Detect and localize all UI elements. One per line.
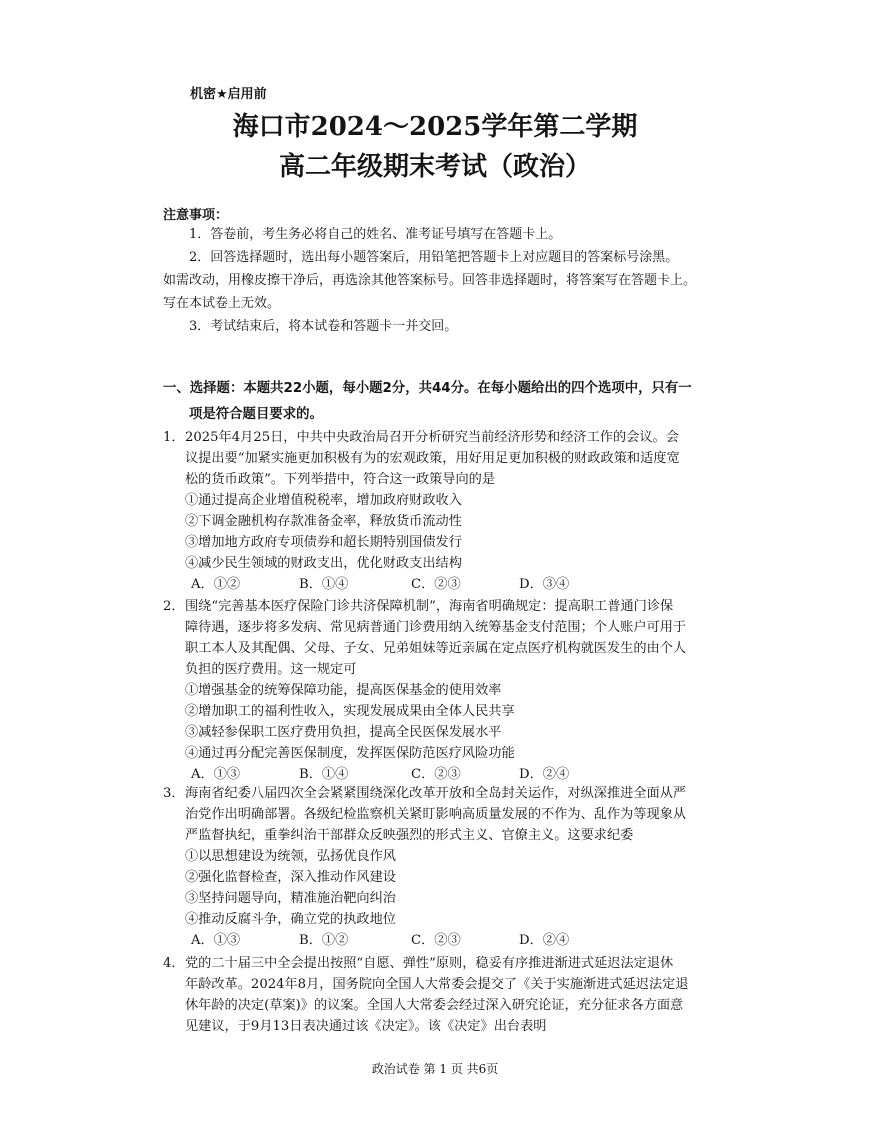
question-stem-line: 职工本人及其配偶、父母、子女、兄弟姐妹等近亲属在定点医疗机构就医发生的由个人 <box>185 641 687 656</box>
question-option: ③减轻参保职工医疗费用负担，提高全民医保发展水平 <box>185 725 502 740</box>
choice-a: A．①③ <box>191 933 241 948</box>
question-3 <box>163 783 743 951</box>
question-stem-line: 障待遇，逐步将多发病、常见病普通门诊费用纳入统筹基金支付范围；个人账户可用于 <box>185 620 687 635</box>
question-stem-line: 围绕“完善基本医疗保险门诊共济保障机制”，海南省明确规定：提高职工普通门诊保 <box>185 599 674 614</box>
notice-block <box>163 204 723 338</box>
notice-heading: 注意事项： <box>163 208 229 223</box>
notice-line: 写在本试卷上无效。 <box>163 296 281 311</box>
question-stem-line: 2025年4月25日，中共中央政治局召开分析研究当前经济形势和经济工作的会议。会 <box>185 430 679 445</box>
question-stem-line: 休年龄的决定(草案)》的议案。全国人大常委会经过深入研究论证，充分征求各方面意 <box>185 998 684 1013</box>
question-number: 1． <box>163 430 185 445</box>
question-stem-line: 见建议，于9月13日表决通过该《决定》。该《决定》出台表明 <box>185 1019 547 1034</box>
notice-line: 2．回答选择题时，选出每小题答案后，用铅笔把答题卡上对应题目的答案标号涂黑。 <box>189 250 679 265</box>
question-1 <box>163 427 743 595</box>
choice-a: A．①② <box>191 577 241 592</box>
choice-a: A．①③ <box>191 767 241 782</box>
page-footer: 政治试卷 第 1 页 共6页 <box>371 1062 499 1076</box>
question-number: 2． <box>163 599 185 614</box>
question-option: ②强化监督检查，深入推动作风建设 <box>185 870 396 885</box>
answer-choices <box>163 574 743 595</box>
question-4 <box>163 953 743 1037</box>
notice-line: 如需改动，用橡皮擦干净后，再选涂其他答案标号。回答非选择题时，将答案写在答题卡上。 <box>163 273 697 288</box>
confidential-mark: 机密★启用前 <box>190 87 267 102</box>
question-number: 4． <box>163 956 185 971</box>
section-heading <box>163 376 692 428</box>
question-option: ①以思想建设为统领，弘扬优良作风 <box>185 849 396 864</box>
question-option: ③坚持问题导向，精准施治靶向纠治 <box>185 891 396 906</box>
choice-d: D．③④ <box>519 577 570 592</box>
exam-subtitle: 高二年级期末考试（政治） <box>278 152 591 182</box>
question-option: ④减少民生领域的财政支出，优化财政支出结构 <box>185 556 462 571</box>
section-heading-line: 项是符合题目要求的。 <box>189 407 323 422</box>
question-number: 3． <box>163 786 185 801</box>
choice-d: D．②④ <box>519 933 570 948</box>
question-stem-line: 海南省纪委八届四次全会紧紧围绕深化改革开放和全岛封关运作，对纵深推进全面从严 <box>185 786 687 801</box>
choice-c: C．②③ <box>411 933 461 948</box>
choice-b: B．①④ <box>299 767 349 782</box>
notice-line: 1．答卷前，考生务必将自己的姓名、准考证号填写在答题卡上。 <box>189 227 562 242</box>
question-option: ②下调金融机构存款准备金率，释放货币流动性 <box>185 514 462 529</box>
answer-choices <box>163 764 743 785</box>
question-stem-line: 党的二十届三中全会提出按照“自愿、弹性”原则，稳妥有序推进渐进式延迟法定退休 <box>185 956 674 971</box>
choice-b: B．①② <box>299 933 349 948</box>
question-stem-line: 年龄改革。2024年8月，国务院向全国人大常委会提交了《关于实施渐进式延迟法定退 <box>185 977 689 992</box>
choice-d: D．②④ <box>519 767 570 782</box>
question-stem-line: 治党作出明确部署。各级纪检监察机关紧盯影响高质量发展的不作为、乱作为等现象从 <box>185 807 687 822</box>
question-2 <box>163 596 743 785</box>
choice-c: C．②③ <box>411 767 461 782</box>
question-stem-line: 负担的医疗费用。这一规定可 <box>185 662 357 677</box>
question-stem-line: 严监督执纪，重拳纠治干部群众反映强烈的形式主义、官僚主义。这要求纪委 <box>185 828 634 843</box>
section-heading-line: 一、选择题：本题共22小题，每小题2分，共44分。在每小题给出的四个选项中，只有一 <box>163 381 692 396</box>
notice-line: 3．考试结束后，将本试卷和答题卡一并交回。 <box>189 319 458 334</box>
question-option: ③增加地方政府专项债券和超长期特别国债发行 <box>185 535 462 550</box>
question-option: ④推动反腐斗争，确立党的执政地位 <box>185 912 396 927</box>
choice-b: B．①④ <box>299 577 349 592</box>
question-stem-line: 议提出要“加紧实施更加积极有为的宏观政策，用好用足更加积极的财政政策和适度宽 <box>185 451 680 466</box>
question-option: ②增加职工的福利性收入，实现发展成果由全体人民共享 <box>185 704 515 719</box>
question-option: ④通过再分配完善医保制度，发挥医保防范医疗风险功能 <box>185 746 515 761</box>
exam-title: 海口市2024～2025学年第二学期 <box>232 112 638 142</box>
question-option: ①通过提高企业增值税税率，增加政府财政收入 <box>185 493 462 508</box>
answer-choices <box>163 930 743 951</box>
question-option: ①增强基金的统筹保障功能，提高医保基金的使用效率 <box>185 683 502 698</box>
choice-c: C．②③ <box>411 577 461 592</box>
question-stem-line: 松的货币政策”。下列举措中，符合这一政策导向的是 <box>185 472 496 487</box>
